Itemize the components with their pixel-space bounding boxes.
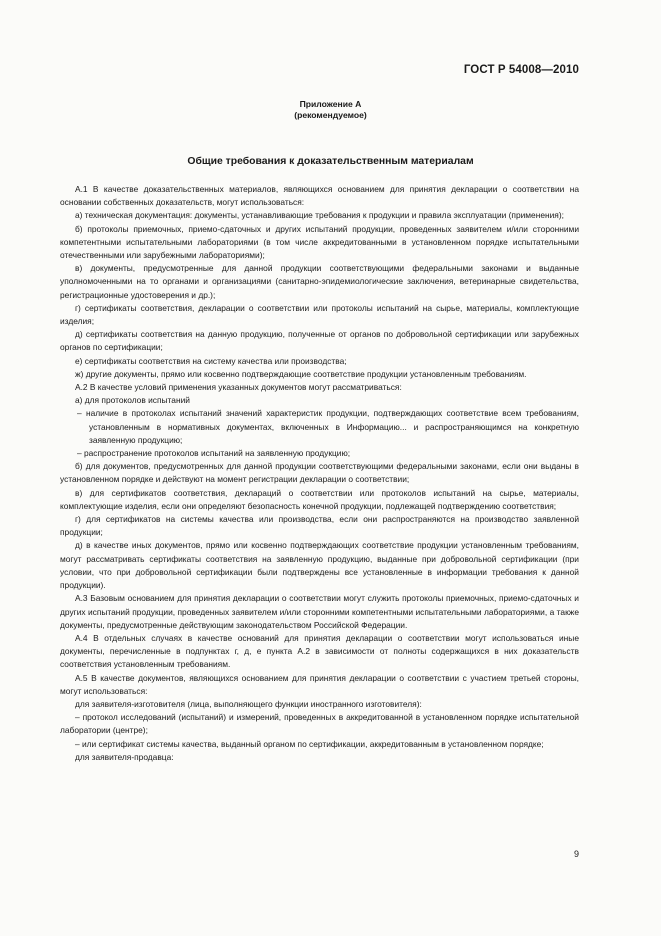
paragraph: А.4 В отдельных случаях в качестве оснований для принятия декларации о соответствии могут использоваться иные документы, перечисленные в подпунктах г, д, е пункта А.2 в зависимости от полноты содержащихся в них доказательств соответствия установленным требованиям.: [60, 632, 579, 670]
document-header: ГОСТ Р 54008—2010: [463, 64, 579, 76]
annex-subtitle: (рекомендуемое): [294, 110, 367, 120]
annex-title: Приложение А: [299, 99, 362, 109]
paragraph: е) сертификаты соответствия на систему качества или производства;: [75, 355, 347, 366]
paragraph: а) для протоколов испытаний: [75, 395, 190, 406]
paragraph: д) сертификаты соответствия на данную продукцию, полученные от органов по добровольной сертификации или зарубежных органов по сертификации;: [60, 329, 579, 353]
paragraph: – наличие в протоколах испытаний значений характеристик продукции, подтверждающих соответствие всем требованиям, установленным в нормативных документах, включенных в Информацию... и распространяющимся на конкретную заявленную продукцию;: [77, 408, 579, 445]
section-title: Общие требования к доказательственным материалам: [187, 156, 474, 167]
paragraph: г) для сертификатов на системы качества или производства, если они распространяются на производство заявленной продукции;: [60, 514, 579, 538]
paragraph: ж) другие документы, прямо или косвенно подтверждающие соответствие продукции установленным требованиям.: [75, 368, 527, 379]
paragraph: – распространение протоколов испытаний на заявленную продукцию;: [77, 448, 351, 459]
paragraph: – протокол исследований (испытаний) и измерений, проведенных в аккредитованной в установленном порядке испытательной лаборатории (центре);: [60, 712, 579, 736]
paragraph: б) протоколы приемочных, приемо-сдаточных и других испытаний продукции, проведенных заявителем и/или сторонними компетентными испытательными лабораториями (в том числе аккредитованными в установленном порядке испытательными отечественными или зарубежными лабораториями);: [60, 223, 579, 261]
paragraph: для заявителя-изготовителя (лица, выполняющего функции иностранного изготовителя):: [75, 698, 422, 709]
paragraph: д) в качестве иных документов, прямо или косвенно подтверждающих соответствие продукции установленным требованиям, могут рассматривать сертификаты соответствия на заявленную продукцию, выданные при добровольной сертификации (при условии, что при добровольной сертификации были подтверждены все установленные в информации требования к данной продукции).: [60, 540, 579, 591]
paragraph: в) документы, предусмотренные для данной продукции соответствующими федеральными законами и выданные уполномоченными на то органами и организациями (санитарно-эпидемиологические заключения, ветеринарные свидетельства, регистрационные удостоверения и др.);: [60, 263, 579, 300]
paragraph: А.5 В качестве документов, являющихся основанием для принятия декларации о соответствии с участием третьей стороны, могут использоваться:: [60, 672, 579, 696]
document-body: [60, 183, 579, 764]
page-number: 9: [573, 849, 579, 859]
paragraph: в) для сертификатов соответствия, деклараций о соответствии или протоколов испытаний на сырье, материалы, комплектующие изделия, если они определяют безопасность конечной продукции, подлежащей подтверждению соответствия;: [60, 487, 579, 511]
paragraph: А.3 Базовым основанием для принятия декларации о соответствии могут служить протоколы приемочных, приемо-сдаточных и других испытаний продукции, проведенных заявителем и/или сторонними компетентными испытательными лабораториями, а также документы, предусмотренные действующим законодательством Российской Федерации.: [60, 593, 579, 630]
paragraph: для заявителя-продавца:: [75, 751, 174, 762]
paragraph: б) для документов, предусмотренных для данной продукции соответствующими федеральными законами, если они выданы в установленном порядке и действуют на момент регистрации декларации о соответствии;: [60, 461, 579, 485]
paragraph: А.2 В качестве условий применения указанных документов могут рассматриваться:: [75, 382, 402, 393]
paragraph: А.1 В качестве доказательственных материалов, являющихся основанием для принятия декларации о соответствии на основании собственных доказательств, могут использоваться:: [60, 184, 579, 208]
paragraph: – или сертификат системы качества, выданный органом по сертификации, аккредитованным в установленном порядке;: [75, 738, 544, 749]
paragraph: г) сертификаты соответствия, декларации о соответствии или протоколы испытаний на сырье, материалы, комплектующие изделия;: [60, 302, 579, 327]
paragraph: а) техническая документация: документы, устанавливающие требования к продукции и правила эксплуатации (применения);: [75, 210, 564, 221]
